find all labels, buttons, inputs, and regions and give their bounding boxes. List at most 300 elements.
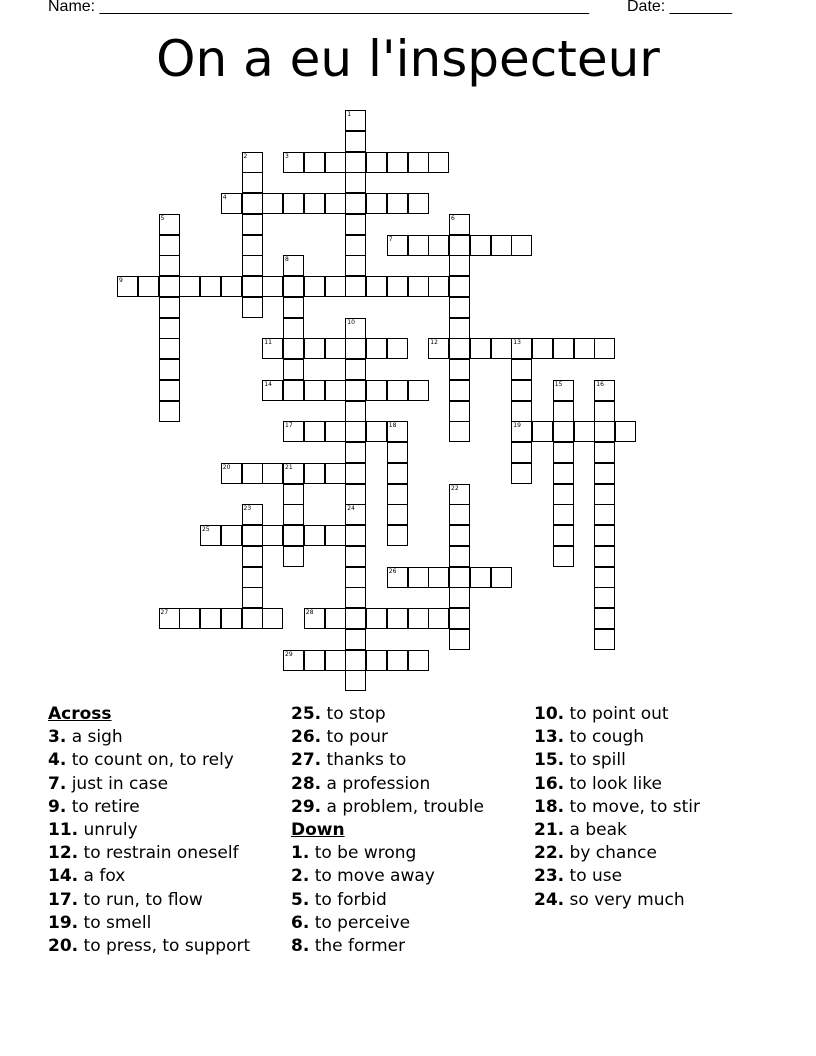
grid-cell[interactable] <box>553 525 574 546</box>
down-clue <box>534 842 700 865</box>
grid-cell[interactable] <box>345 463 366 484</box>
clue-number-label: 17. <box>48 889 79 910</box>
grid-cell[interactable] <box>553 546 574 567</box>
grid-cell[interactable] <box>511 380 532 401</box>
grid-cell[interactable] <box>511 401 532 422</box>
grid-cell[interactable] <box>262 608 283 629</box>
clue-text: to forbid <box>309 889 387 910</box>
grid-cell[interactable] <box>221 525 242 546</box>
grid-cell[interactable] <box>449 380 470 401</box>
grid-cell[interactable] <box>325 463 346 484</box>
grid-cell[interactable] <box>408 152 429 173</box>
down-clue <box>534 773 700 796</box>
grid-cell[interactable] <box>325 338 346 359</box>
down-clue <box>534 749 700 772</box>
grid-cell[interactable] <box>345 401 366 422</box>
clue-text: a problem, trouble <box>321 796 484 817</box>
grid-cell[interactable] <box>345 546 366 567</box>
grid-cell[interactable] <box>345 152 366 173</box>
grid-cell[interactable] <box>262 338 283 359</box>
clue-number-label: 22. <box>534 843 565 864</box>
grid-cell[interactable] <box>449 525 470 546</box>
grid-cell[interactable] <box>304 650 325 671</box>
across-clue <box>291 773 484 796</box>
grid-cell[interactable] <box>159 276 180 297</box>
grid-cell[interactable] <box>304 525 325 546</box>
grid-cell[interactable] <box>283 276 304 297</box>
grid-cell[interactable] <box>449 608 470 629</box>
grid-cell[interactable] <box>511 359 532 380</box>
grid-cell[interactable] <box>408 235 429 256</box>
clue-number: 13 <box>513 339 521 347</box>
clue-column-1 <box>48 703 250 958</box>
clue-text: to perceive <box>309 912 411 933</box>
grid-cell[interactable] <box>262 525 283 546</box>
grid-cell[interactable] <box>283 255 304 276</box>
grid-cell[interactable] <box>553 401 574 422</box>
clue-number-label: 4. <box>48 750 67 771</box>
grid-cell[interactable] <box>345 587 366 608</box>
grid-cell[interactable] <box>387 235 408 256</box>
grid-cell[interactable] <box>553 421 574 442</box>
clue-number-label: 16. <box>534 773 565 794</box>
grid-cell[interactable] <box>366 380 387 401</box>
clue-text: by chance <box>564 843 657 864</box>
grid-cell[interactable] <box>304 421 325 442</box>
grid-cell[interactable] <box>428 338 449 359</box>
grid-cell[interactable] <box>345 338 366 359</box>
grid-cell[interactable] <box>179 276 200 297</box>
grid-cell[interactable] <box>283 525 304 546</box>
clue-number-label: 2. <box>291 866 310 887</box>
grid-cell[interactable] <box>325 650 346 671</box>
grid-cell[interactable] <box>387 338 408 359</box>
clue-number: 19 <box>513 422 521 430</box>
grid-cell[interactable] <box>553 380 574 401</box>
clue-text: thanks to <box>321 750 407 771</box>
grid-cell[interactable] <box>387 442 408 463</box>
clue-number: 7 <box>388 235 393 243</box>
grid-cell[interactable] <box>345 255 366 276</box>
clue-number-label: 20. <box>48 935 79 956</box>
grid-cell[interactable] <box>345 131 366 152</box>
grid-cell[interactable] <box>387 608 408 629</box>
grid-cell[interactable] <box>262 380 283 401</box>
grid-cell[interactable] <box>283 546 304 567</box>
grid-cell[interactable] <box>325 608 346 629</box>
grid-cell[interactable] <box>345 442 366 463</box>
clue-number-label: 23. <box>534 866 565 887</box>
grid-cell[interactable] <box>304 276 325 297</box>
puzzle-title: On a eu l'inspecteur <box>156 30 660 88</box>
clue-number: 22 <box>451 484 459 492</box>
grid-cell[interactable] <box>387 276 408 297</box>
grid-cell[interactable] <box>594 380 615 401</box>
grid-cell[interactable] <box>553 338 574 359</box>
grid-cell[interactable] <box>511 235 532 256</box>
grid-cell[interactable] <box>242 608 263 629</box>
grid-cell[interactable] <box>449 255 470 276</box>
grid-cell[interactable] <box>345 110 366 131</box>
grid-cell[interactable] <box>345 484 366 505</box>
grid-cell[interactable] <box>574 421 595 442</box>
grid-cell[interactable] <box>345 608 366 629</box>
grid-cell[interactable] <box>345 276 366 297</box>
grid-cell[interactable] <box>574 338 595 359</box>
grid-cell[interactable] <box>159 297 180 318</box>
grid-cell[interactable] <box>449 546 470 567</box>
clue-number-label: 27. <box>291 750 322 771</box>
grid-cell[interactable] <box>532 338 553 359</box>
grid-cell[interactable] <box>304 338 325 359</box>
grid-cell[interactable] <box>449 421 470 442</box>
grid-cell[interactable] <box>159 401 180 422</box>
clue-number-label: 21. <box>534 819 565 840</box>
grid-cell[interactable] <box>449 504 470 525</box>
grid-cell[interactable] <box>387 152 408 173</box>
clue-text: to restrain oneself <box>78 843 239 864</box>
grid-cell[interactable] <box>387 484 408 505</box>
grid-cell[interactable] <box>283 193 304 214</box>
clue-text: to stop <box>321 704 386 724</box>
down-clue <box>534 889 700 912</box>
clue-text: to smell <box>78 912 152 933</box>
grid-cell[interactable] <box>242 214 263 235</box>
clue-number: 12 <box>430 339 438 347</box>
grid-cell[interactable] <box>594 338 615 359</box>
grid-cell[interactable] <box>345 670 366 691</box>
clue-number: 23 <box>243 505 252 513</box>
down-clue <box>534 796 700 819</box>
clue-number-label: 26. <box>291 727 322 748</box>
grid-cell[interactable] <box>594 463 615 484</box>
grid-cell[interactable] <box>200 276 221 297</box>
grid-cell[interactable] <box>491 338 512 359</box>
across-clue <box>48 935 250 958</box>
clue-number-label: 14. <box>48 866 79 887</box>
grid-cell[interactable] <box>470 567 491 588</box>
clue-number: 20 <box>222 463 231 471</box>
grid-cell[interactable] <box>345 359 366 380</box>
grid-cell[interactable] <box>553 463 574 484</box>
grid-cell[interactable] <box>283 463 304 484</box>
grid-cell[interactable] <box>594 401 615 422</box>
grid-cell[interactable] <box>594 587 615 608</box>
across-clue <box>291 749 484 772</box>
grid-cell[interactable] <box>325 380 346 401</box>
grid-cell[interactable] <box>594 567 615 588</box>
clue-text: to move away <box>309 866 435 887</box>
name-field[interactable]: Name: _______________________________________________________ <box>48 0 589 15</box>
clue-number-label: 18. <box>534 796 565 817</box>
grid-cell[interactable] <box>159 359 180 380</box>
grid-cell[interactable] <box>262 463 283 484</box>
clue-text: to run, to flow <box>78 889 203 910</box>
clue-text: to retire <box>66 796 140 817</box>
grid-cell[interactable] <box>345 629 366 650</box>
grid-cell[interactable] <box>387 463 408 484</box>
across-clue <box>48 819 250 842</box>
grid-cell[interactable] <box>387 193 408 214</box>
grid-cell[interactable] <box>428 567 449 588</box>
clue-text: to press, to support <box>78 935 251 956</box>
grid-cell[interactable] <box>242 463 263 484</box>
grid-cell[interactable] <box>594 484 615 505</box>
grid-cell[interactable] <box>511 442 532 463</box>
grid-cell[interactable] <box>366 276 387 297</box>
clue-number-label: 1. <box>291 843 310 864</box>
grid-cell[interactable] <box>242 235 263 256</box>
grid-cell[interactable] <box>262 276 283 297</box>
grid-cell[interactable] <box>553 504 574 525</box>
grid-cell[interactable] <box>179 608 200 629</box>
clue-number-label: 28. <box>291 773 322 794</box>
clue-column-2 <box>291 703 484 958</box>
clue-text: to move, to stir <box>564 796 700 817</box>
grid-cell[interactable] <box>283 338 304 359</box>
grid-cell[interactable] <box>325 525 346 546</box>
grid-cell[interactable] <box>594 421 615 442</box>
grid-cell[interactable] <box>553 484 574 505</box>
grid-cell[interactable] <box>242 525 263 546</box>
grid-cell[interactable] <box>242 546 263 567</box>
clue-number: 3 <box>285 152 289 160</box>
grid-cell[interactable] <box>117 276 138 297</box>
grid-cell[interactable] <box>304 608 325 629</box>
across-clue <box>291 796 484 819</box>
across-clue <box>48 726 250 749</box>
clue-text: to cough <box>564 727 645 748</box>
grid-cell[interactable] <box>345 525 366 546</box>
grid-cell[interactable] <box>159 608 180 629</box>
grid-cell[interactable] <box>242 587 263 608</box>
grid-cell[interactable] <box>408 608 429 629</box>
clue-number: 18 <box>388 422 397 430</box>
grid-cell[interactable] <box>366 608 387 629</box>
down-clue <box>291 912 484 935</box>
grid-cell[interactable] <box>221 463 242 484</box>
grid-cell[interactable] <box>159 214 180 235</box>
grid-cell[interactable] <box>242 193 263 214</box>
grid-cell[interactable] <box>449 276 470 297</box>
grid-cell[interactable] <box>470 338 491 359</box>
grid-cell[interactable] <box>449 297 470 318</box>
grid-cell[interactable] <box>159 255 180 276</box>
grid-cell[interactable] <box>387 650 408 671</box>
grid-cell[interactable] <box>408 567 429 588</box>
grid-cell[interactable] <box>594 504 615 525</box>
clue-number: 27 <box>160 609 169 616</box>
grid-cell[interactable] <box>594 629 615 650</box>
grid-cell[interactable] <box>387 380 408 401</box>
grid-cell[interactable] <box>387 567 408 588</box>
down-clue <box>291 935 484 958</box>
grid-cell[interactable] <box>408 650 429 671</box>
clue-number-label: 5. <box>291 889 310 910</box>
clue-number-label: 3. <box>48 727 67 748</box>
grid-cell[interactable] <box>304 463 325 484</box>
across-heading: Across <box>48 704 112 724</box>
grid-cell[interactable] <box>449 484 470 505</box>
grid-cell[interactable] <box>449 587 470 608</box>
grid-cell[interactable] <box>283 380 304 401</box>
grid-cell[interactable] <box>511 421 532 442</box>
grid-cell[interactable] <box>408 380 429 401</box>
grid-cell[interactable] <box>242 567 263 588</box>
grid-cell[interactable] <box>428 152 449 173</box>
grid-cell[interactable] <box>387 421 408 442</box>
grid-cell[interactable] <box>325 193 346 214</box>
grid-cell[interactable] <box>449 401 470 422</box>
grid-cell[interactable] <box>242 504 263 525</box>
clue-number: 1 <box>347 111 352 118</box>
grid-cell[interactable] <box>428 608 449 629</box>
grid-cell[interactable] <box>366 421 387 442</box>
down-clue <box>291 842 484 865</box>
grid-cell[interactable] <box>345 380 366 401</box>
grid-cell[interactable] <box>594 525 615 546</box>
grid-cell[interactable] <box>283 152 304 173</box>
grid-cell[interactable] <box>283 359 304 380</box>
clue-number: 29 <box>285 650 293 658</box>
grid-cell[interactable] <box>511 338 532 359</box>
grid-cell[interactable] <box>138 276 159 297</box>
grid-cell[interactable] <box>594 442 615 463</box>
clue-number: 25 <box>202 526 210 533</box>
clue-number: 10 <box>347 318 355 326</box>
clue-text: to use <box>564 866 623 887</box>
grid-cell[interactable] <box>242 172 263 193</box>
grid-cell[interactable] <box>491 235 512 256</box>
clue-number-label: 29. <box>291 796 322 817</box>
grid-cell[interactable] <box>283 318 304 339</box>
grid-cell[interactable] <box>491 567 512 588</box>
date-field[interactable]: Date: _______ <box>627 0 732 15</box>
grid-cell[interactable] <box>325 276 346 297</box>
grid-cell[interactable] <box>242 255 263 276</box>
clue-number: 9 <box>119 277 123 284</box>
grid-cell[interactable] <box>449 359 470 380</box>
grid-cell[interactable] <box>594 608 615 629</box>
grid-cell[interactable] <box>345 504 366 525</box>
grid-cell[interactable] <box>532 421 553 442</box>
grid-cell[interactable] <box>449 214 470 235</box>
clue-text: to count on, to rely <box>66 750 234 771</box>
grid-cell[interactable] <box>242 276 263 297</box>
grid-cell[interactable] <box>366 650 387 671</box>
grid-cell[interactable] <box>449 235 470 256</box>
grid-cell[interactable] <box>594 546 615 567</box>
grid-cell[interactable] <box>615 421 636 442</box>
grid-cell[interactable] <box>345 235 366 256</box>
grid-cell[interactable] <box>283 421 304 442</box>
grid-cell[interactable] <box>159 235 180 256</box>
down-clue <box>534 865 700 888</box>
across-clue <box>291 726 484 749</box>
clue-text: so very much <box>564 889 685 910</box>
grid-cell[interactable] <box>345 421 366 442</box>
grid-cell[interactable] <box>345 318 366 339</box>
grid-cell[interactable] <box>304 152 325 173</box>
grid-cell[interactable] <box>221 276 242 297</box>
grid-cell[interactable] <box>304 380 325 401</box>
grid-cell[interactable] <box>387 525 408 546</box>
grid-cell[interactable] <box>366 152 387 173</box>
grid-cell[interactable] <box>221 193 242 214</box>
across-clue <box>48 865 250 888</box>
grid-cell[interactable] <box>283 504 304 525</box>
across-clue <box>48 842 250 865</box>
clue-number: 24 <box>347 505 355 513</box>
grid-cell[interactable] <box>304 193 325 214</box>
grid-cell[interactable] <box>428 235 449 256</box>
grid-cell[interactable] <box>159 380 180 401</box>
grid-cell[interactable] <box>345 214 366 235</box>
clue-number: 16 <box>596 380 604 388</box>
grid-cell[interactable] <box>283 297 304 318</box>
grid-cell[interactable] <box>553 442 574 463</box>
grid-cell[interactable] <box>325 152 346 173</box>
grid-cell[interactable] <box>511 463 532 484</box>
grid-cell[interactable] <box>200 608 221 629</box>
grid-cell[interactable] <box>428 276 449 297</box>
grid-cell[interactable] <box>242 152 263 173</box>
grid-cell[interactable] <box>366 193 387 214</box>
grid-cell[interactable] <box>221 608 242 629</box>
grid-cell[interactable] <box>345 193 366 214</box>
grid-cell[interactable] <box>366 338 387 359</box>
grid-cell[interactable] <box>449 338 470 359</box>
grid-cell[interactable] <box>325 421 346 442</box>
grid-cell[interactable] <box>242 297 263 318</box>
grid-cell[interactable] <box>200 525 221 546</box>
clue-text: just in case <box>66 773 169 794</box>
across-clue <box>48 889 250 912</box>
down-clue <box>534 703 700 726</box>
grid-cell[interactable] <box>283 484 304 505</box>
clue-number: 15 <box>554 380 563 388</box>
grid-cell[interactable] <box>408 193 429 214</box>
clue-text: the former <box>309 935 406 956</box>
grid-cell[interactable] <box>262 193 283 214</box>
grid-cell[interactable] <box>345 172 366 193</box>
clue-number-label: 7. <box>48 773 67 794</box>
across-clue <box>48 749 250 772</box>
grid-cell[interactable] <box>159 338 180 359</box>
grid-cell[interactable] <box>283 650 304 671</box>
grid-cell[interactable] <box>449 629 470 650</box>
clue-number-label: 19. <box>48 912 79 933</box>
down-clue <box>534 726 700 749</box>
clue-number-label: 24. <box>534 889 565 910</box>
clue-number: 17 <box>285 422 293 430</box>
grid-cell[interactable] <box>408 276 429 297</box>
grid-cell[interactable] <box>345 567 366 588</box>
grid-cell[interactable] <box>449 567 470 588</box>
down-clue <box>291 865 484 888</box>
clue-number-label: 6. <box>291 912 310 933</box>
clue-number-label: 11. <box>48 819 79 840</box>
grid-cell[interactable] <box>449 318 470 339</box>
clue-number-label: 9. <box>48 796 67 817</box>
grid-cell[interactable] <box>159 318 180 339</box>
grid-cell[interactable] <box>345 650 366 671</box>
grid-cell[interactable] <box>470 235 491 256</box>
clue-column-3 <box>534 703 700 912</box>
clue-text: a fox <box>78 866 126 887</box>
clue-number: 21 <box>285 463 293 471</box>
grid-cell[interactable] <box>387 504 408 525</box>
